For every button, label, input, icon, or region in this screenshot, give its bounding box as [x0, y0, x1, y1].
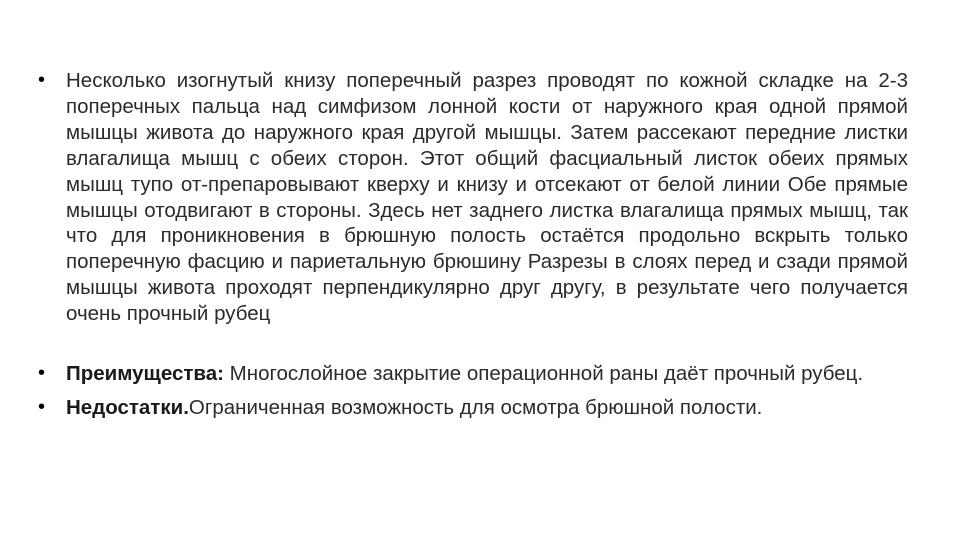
advantages-label: Преимущества:: [66, 362, 224, 386]
description-text: Несколько изогнутый книзу поперечный разрез проводят по кожной складке на 2-3 поперечных пальца над симфизом лонной кости от наружного края одной прямой мышцы живота до наружного края другой мышцы. Затем рассекают передние листки влагалища мышц с обеих сторон. Этот общий фасциальный листок обеих прямых мышц тупо от-препаровывают кверху и книзу и отсекают от белой линии Обе прямые мышцы отодвигают в стороны. Здесь нет заднего листка влагалища прямых мышц, так что для проникновения в брюшную полость остаётся продольно вскрыть только поперечную фасцию и париетальную брюшину Разрезы в слоях перед и сзади прямой мышцы живота проходят перпендикулярно друг другу, в результате чего получается очень прочный рубец: [66, 69, 908, 326]
bullet-item-description: [36, 68, 908, 327]
bullet-dot-icon: •: [38, 395, 46, 418]
bullet-list: [36, 68, 908, 421]
advantages-text: Многослойное закрытие операционной раны даёт прочный рубец.: [223, 362, 864, 386]
disadvantages-text: Ограниченная возможность для осмотра брюшной полости.: [188, 395, 763, 419]
bullet-item-advantages: [36, 361, 908, 387]
bullet-item-disadvantages: [36, 395, 908, 421]
bullet-dot-icon: •: [38, 362, 46, 385]
disadvantages-label: Недостатки.: [66, 395, 189, 419]
bullet-dot-icon: •: [38, 69, 46, 91]
